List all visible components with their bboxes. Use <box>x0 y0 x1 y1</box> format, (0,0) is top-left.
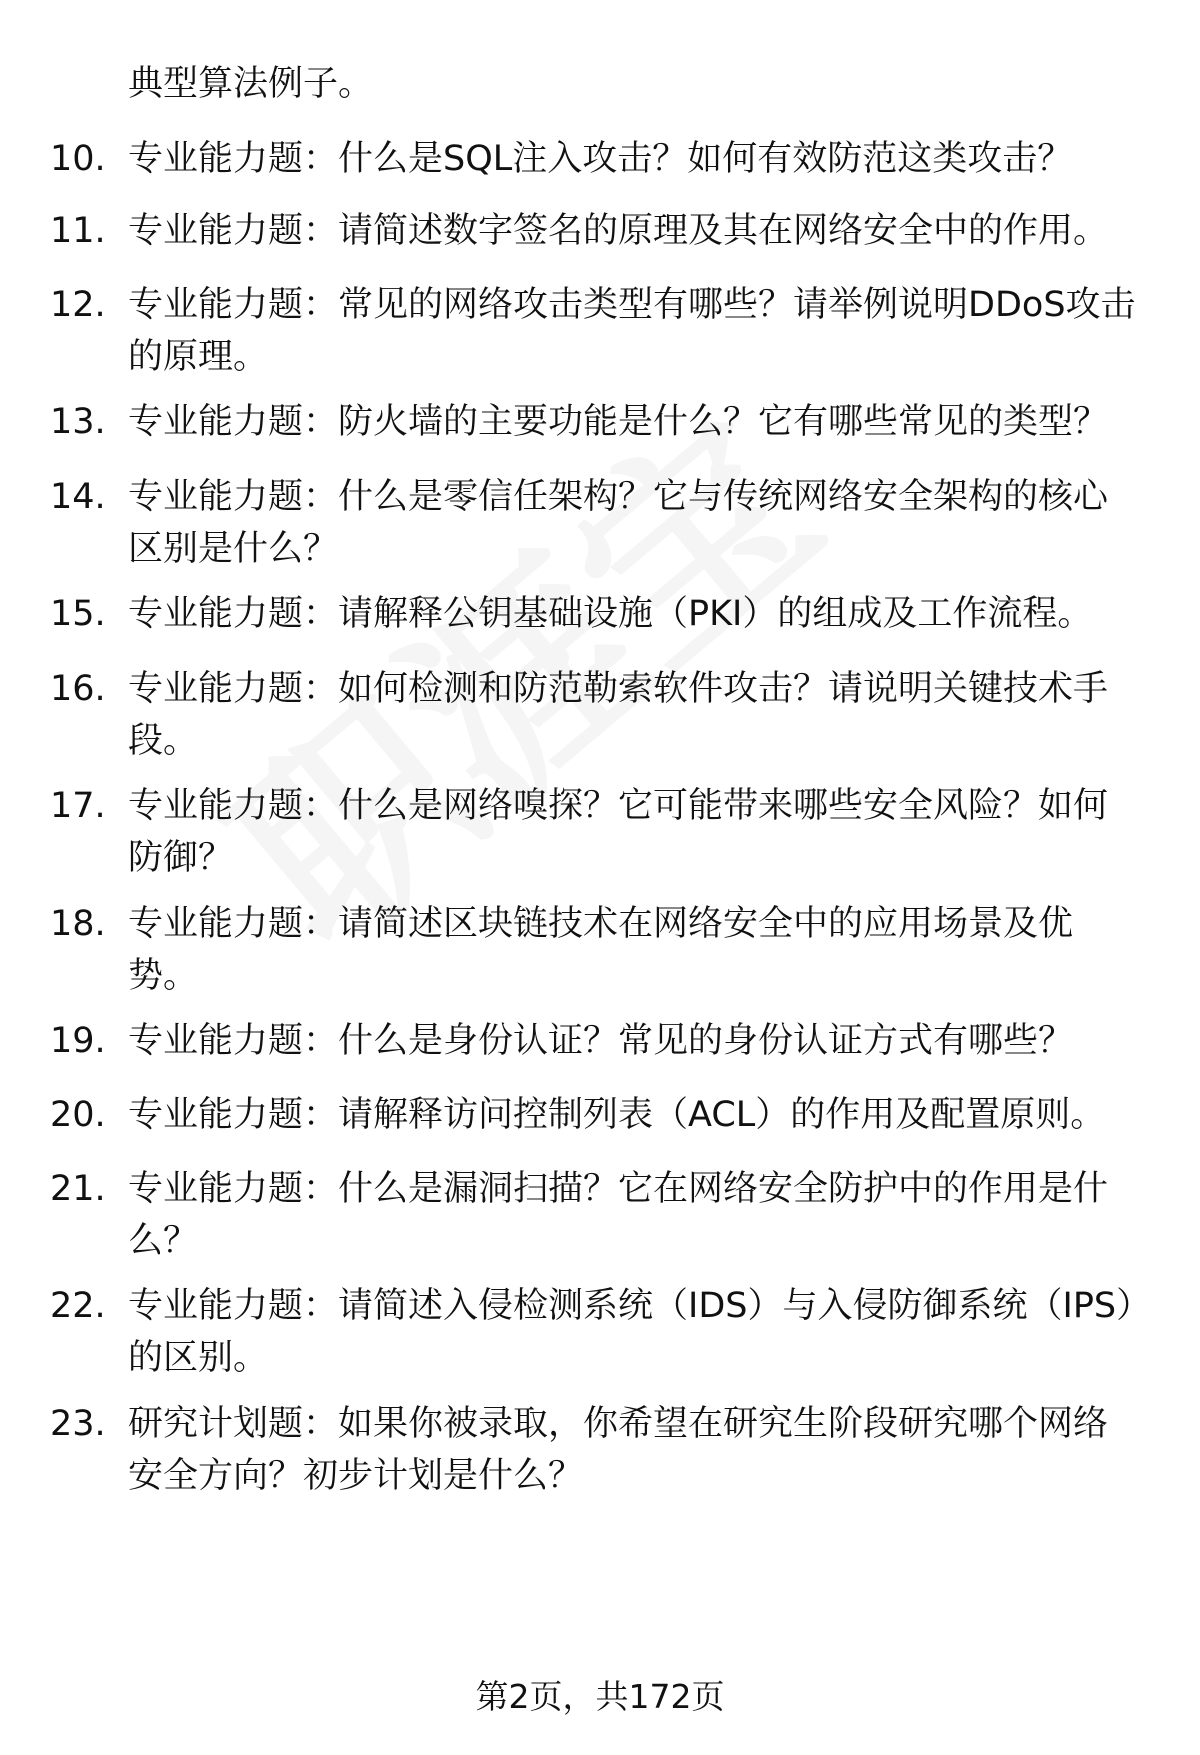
item-text: 专业能力题：什么是漏洞扫描？它在网络安全防护中的作用是什么？ <box>128 1169 1109 1261</box>
item-number: 20. <box>50 1095 106 1135</box>
item-number: 23. <box>50 1404 106 1444</box>
page-footer: 第2页，共172页 <box>475 1677 725 1716</box>
list-item <box>50 588 1138 640</box>
item-text: 专业能力题：什么是SQL注入攻击？如何有效防范这类攻击？ <box>128 139 1073 179</box>
item-number: 18. <box>50 904 106 944</box>
item-number: 17. <box>50 786 106 826</box>
list-item <box>50 1089 1138 1141</box>
item-text: 研究计划题：如果你被录取，你希望在研究生阶段研究哪个网络安全方向？初步计划是什么？ <box>128 1404 1109 1496</box>
list-item <box>50 898 1138 1002</box>
item-number: 14. <box>50 477 106 517</box>
list-item <box>50 205 1138 257</box>
list-item <box>50 1398 1138 1502</box>
item-text: 专业能力题：请简述区块链技术在网络安全中的应用场景及优势。 <box>128 904 1074 996</box>
item-number: 15. <box>50 594 106 634</box>
list-item <box>50 663 1138 767</box>
item-text: 专业能力题：请解释公钥基础设施（PKI）的组成及工作流程。 <box>128 594 1093 634</box>
list-item <box>50 133 1138 185</box>
list-item <box>50 396 1138 448</box>
list-item <box>50 1015 1138 1067</box>
item-text: 专业能力题：请简述数字签名的原理及其在网络安全中的作用。 <box>128 211 1109 251</box>
item-text: 专业能力题：常见的网络攻击类型有哪些？请举例说明DDoS攻击的原理。 <box>128 285 1136 377</box>
item-text: 专业能力题：什么是身份认证？常见的身份认证方式有哪些？ <box>128 1021 1074 1061</box>
item-number: 11. <box>50 211 106 251</box>
item-number: 12. <box>50 285 106 325</box>
item-text: 专业能力题：请简述入侵检测系统（IDS）与入侵防御系统（IPS）的区别。 <box>128 1286 1134 1378</box>
item-text: 专业能力题：防火墙的主要功能是什么？它有哪些常见的类型？ <box>128 402 1109 442</box>
item-text: 专业能力题：如何检测和防范勒索软件攻击？请说明关键技术手段。 <box>128 669 1109 761</box>
list-item <box>50 780 1138 884</box>
item-number: 10. <box>50 139 106 179</box>
list-item <box>50 1280 1138 1384</box>
continued-text: 典型算法例子。 <box>128 64 374 104</box>
item-number: 21. <box>50 1169 106 1209</box>
item-number: 19. <box>50 1021 106 1061</box>
list-item <box>50 471 1138 575</box>
item-text: 专业能力题：什么是零信任架构？它与传统网络安全架构的核心区别是什么？ <box>128 477 1109 569</box>
item-text: 专业能力题：请解释访问控制列表（ACL）的作用及配置原则。 <box>128 1095 1106 1135</box>
list-item <box>50 1163 1138 1267</box>
item-text: 专业能力题：什么是网络嗅探？它可能带来哪些安全风险？如何防御？ <box>128 786 1109 878</box>
item-number: 16. <box>50 669 106 709</box>
list-item <box>50 279 1138 383</box>
item-number: 13. <box>50 402 106 442</box>
item-number: 22. <box>50 1286 106 1326</box>
